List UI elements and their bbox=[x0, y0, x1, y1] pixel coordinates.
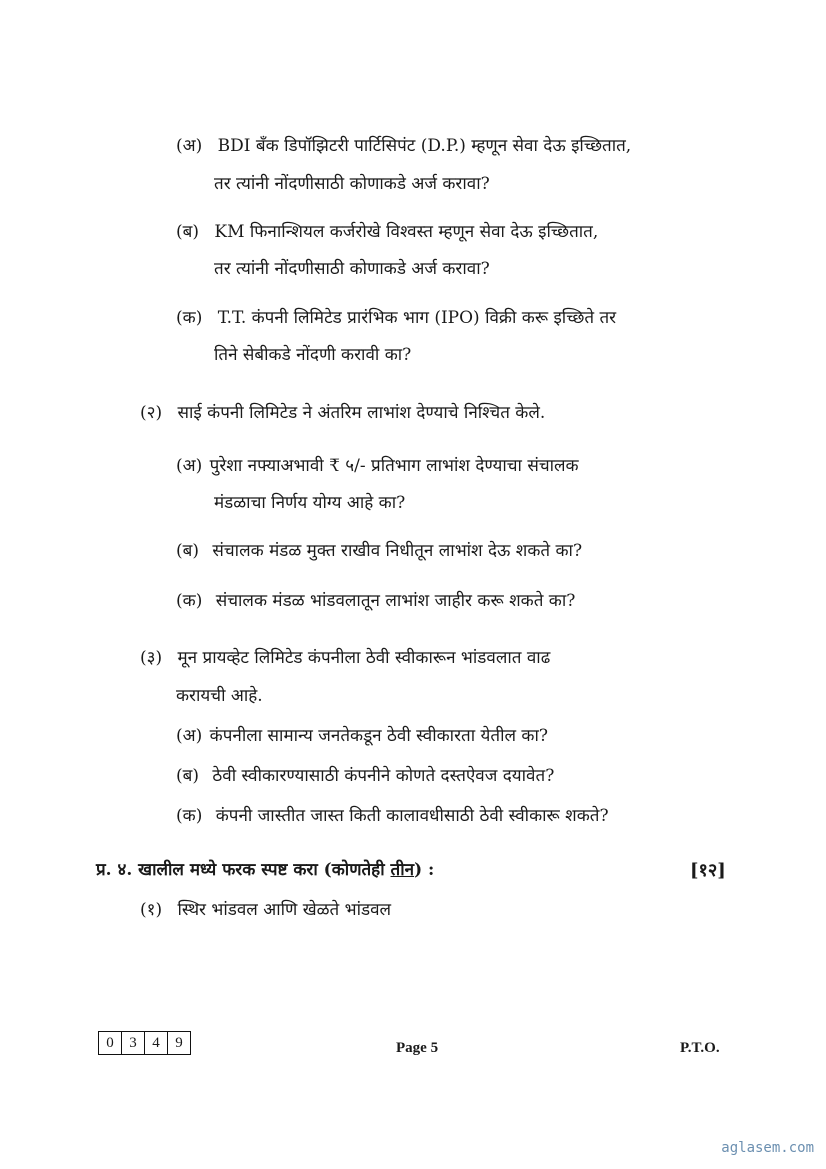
case2-sub-c-text: संचालक मंडळ भांडवलातून लाभांश जाहीर करू शकते का? bbox=[215, 591, 576, 611]
q4-heading-suffix: ) : bbox=[414, 860, 435, 880]
q4-heading-emphasis: तीन bbox=[390, 860, 415, 880]
pto-label: P.T.O. bbox=[680, 1040, 720, 1056]
case2-sub-b-label: (ब) bbox=[176, 541, 199, 561]
case3-text1: मून प्रायव्हेट लिमिटेड कंपनीला ठेवी स्वीकारून भांडवलात वाढ bbox=[177, 648, 551, 668]
case1-sub-b-text1: KM फिनान्शियल कर्जरोखे विश्वस्त म्हणून सेवा देऊ इच्छितात, bbox=[214, 222, 599, 242]
case1-sub-a-line2: तर त्यांनी नोंदणीसाठी कोणाकडे अर्ज करावा? bbox=[214, 174, 490, 194]
case3-sub-a-text: कंपनीला सामान्य जनतेकडून ठेवी स्वीकारता येतील का? bbox=[209, 726, 548, 746]
paper-code-digit: 3 bbox=[122, 1032, 145, 1054]
paper-code-box bbox=[98, 1031, 191, 1055]
case3-statement-line1 bbox=[140, 647, 550, 669]
case1-sub-c-line2: तिने सेबीकडे नोंदणी करावी का? bbox=[214, 345, 412, 365]
paper-code-digit: 0 bbox=[99, 1032, 122, 1054]
case1-sub-b-label: (ब) bbox=[176, 222, 199, 242]
case3-sub-c-text: कंपनी जास्तीत जास्त किती कालावधीसाठी ठेवी स्वीकारू शकते? bbox=[215, 806, 609, 826]
case2-statement bbox=[140, 402, 545, 424]
paper-code-digit: 9 bbox=[175, 1035, 183, 1051]
page-number: Page 5 bbox=[396, 1040, 439, 1056]
case1-sub-c-label: (क) bbox=[176, 308, 203, 328]
case1-sub-a-line1 bbox=[176, 135, 631, 157]
case1-sub-c-line1 bbox=[176, 307, 616, 329]
case2-sub-a-text1: पुरेशा नफ्याअभावी ₹ ५/- प्रतिभाग लाभांश देण्याचा संचालक bbox=[209, 456, 579, 476]
case3-statement-line2: करायची आहे. bbox=[176, 686, 263, 706]
case3-sub-a bbox=[176, 725, 548, 747]
case3-sub-c bbox=[176, 805, 609, 827]
paper-code-digit: 4 bbox=[145, 1032, 168, 1054]
case3-sub-c-label: (क) bbox=[176, 806, 203, 826]
case2-sub-c bbox=[176, 590, 575, 612]
case1-sub-c-text1: T.T. कंपनी लिमिटेड प्रारंभिक भाग (IPO) विक्री करू इच्छिते तर bbox=[217, 308, 617, 328]
case1-sub-b-line1 bbox=[176, 221, 598, 243]
q4-heading-prefix: प्र. ४. खालील मध्ये फरक स्पष्ट करा (कोणतेही bbox=[96, 860, 391, 880]
case2-label: (२) bbox=[140, 403, 163, 423]
watermark: aglasem.com bbox=[721, 1140, 814, 1156]
case1-sub-b-line2: तर त्यांनी नोंदणीसाठी कोणाकडे अर्ज करावा? bbox=[214, 259, 490, 279]
case2-sub-a-line1 bbox=[176, 455, 579, 477]
case2-sub-b-text: संचालक मंडळ मुक्त राखीव निधीतून लाभांश देऊ शकते का? bbox=[212, 541, 583, 561]
q4-item-1 bbox=[140, 899, 391, 921]
case2-sub-a-line2: मंडळाचा निर्णय योग्य आहे का? bbox=[214, 493, 406, 513]
q4-heading bbox=[96, 859, 434, 881]
case3-sub-a-label: (अ) bbox=[176, 726, 203, 746]
case2-sub-b bbox=[176, 540, 582, 562]
case3-sub-b-label: (ब) bbox=[176, 766, 199, 786]
q4-item-1-text: स्थिर भांडवल आणि खेळते भांडवल bbox=[177, 900, 392, 920]
case2-text: साई कंपनी लिमिटेड ने अंतरिम लाभांश देण्याचे निश्चित केले. bbox=[177, 403, 546, 423]
case3-label: (३) bbox=[140, 648, 163, 668]
q4-marks: [१२] bbox=[690, 860, 726, 881]
case3-sub-b-text: ठेवी स्वीकारण्यासाठी कंपनीने कोणते दस्तऐवज दयावेत? bbox=[212, 766, 555, 786]
case1-sub-a-label: (अ) bbox=[176, 136, 203, 156]
case2-sub-a-label: (अ) bbox=[176, 456, 203, 476]
case1-sub-a-text1: BDI बँक डिपॉझिटरी पार्टिसिपंट (D.P.) म्हणून सेवा देऊ इच्छितात, bbox=[217, 136, 632, 156]
case3-sub-b bbox=[176, 765, 554, 787]
q4-item-1-label: (१) bbox=[140, 900, 163, 920]
case2-sub-c-label: (क) bbox=[176, 591, 203, 611]
